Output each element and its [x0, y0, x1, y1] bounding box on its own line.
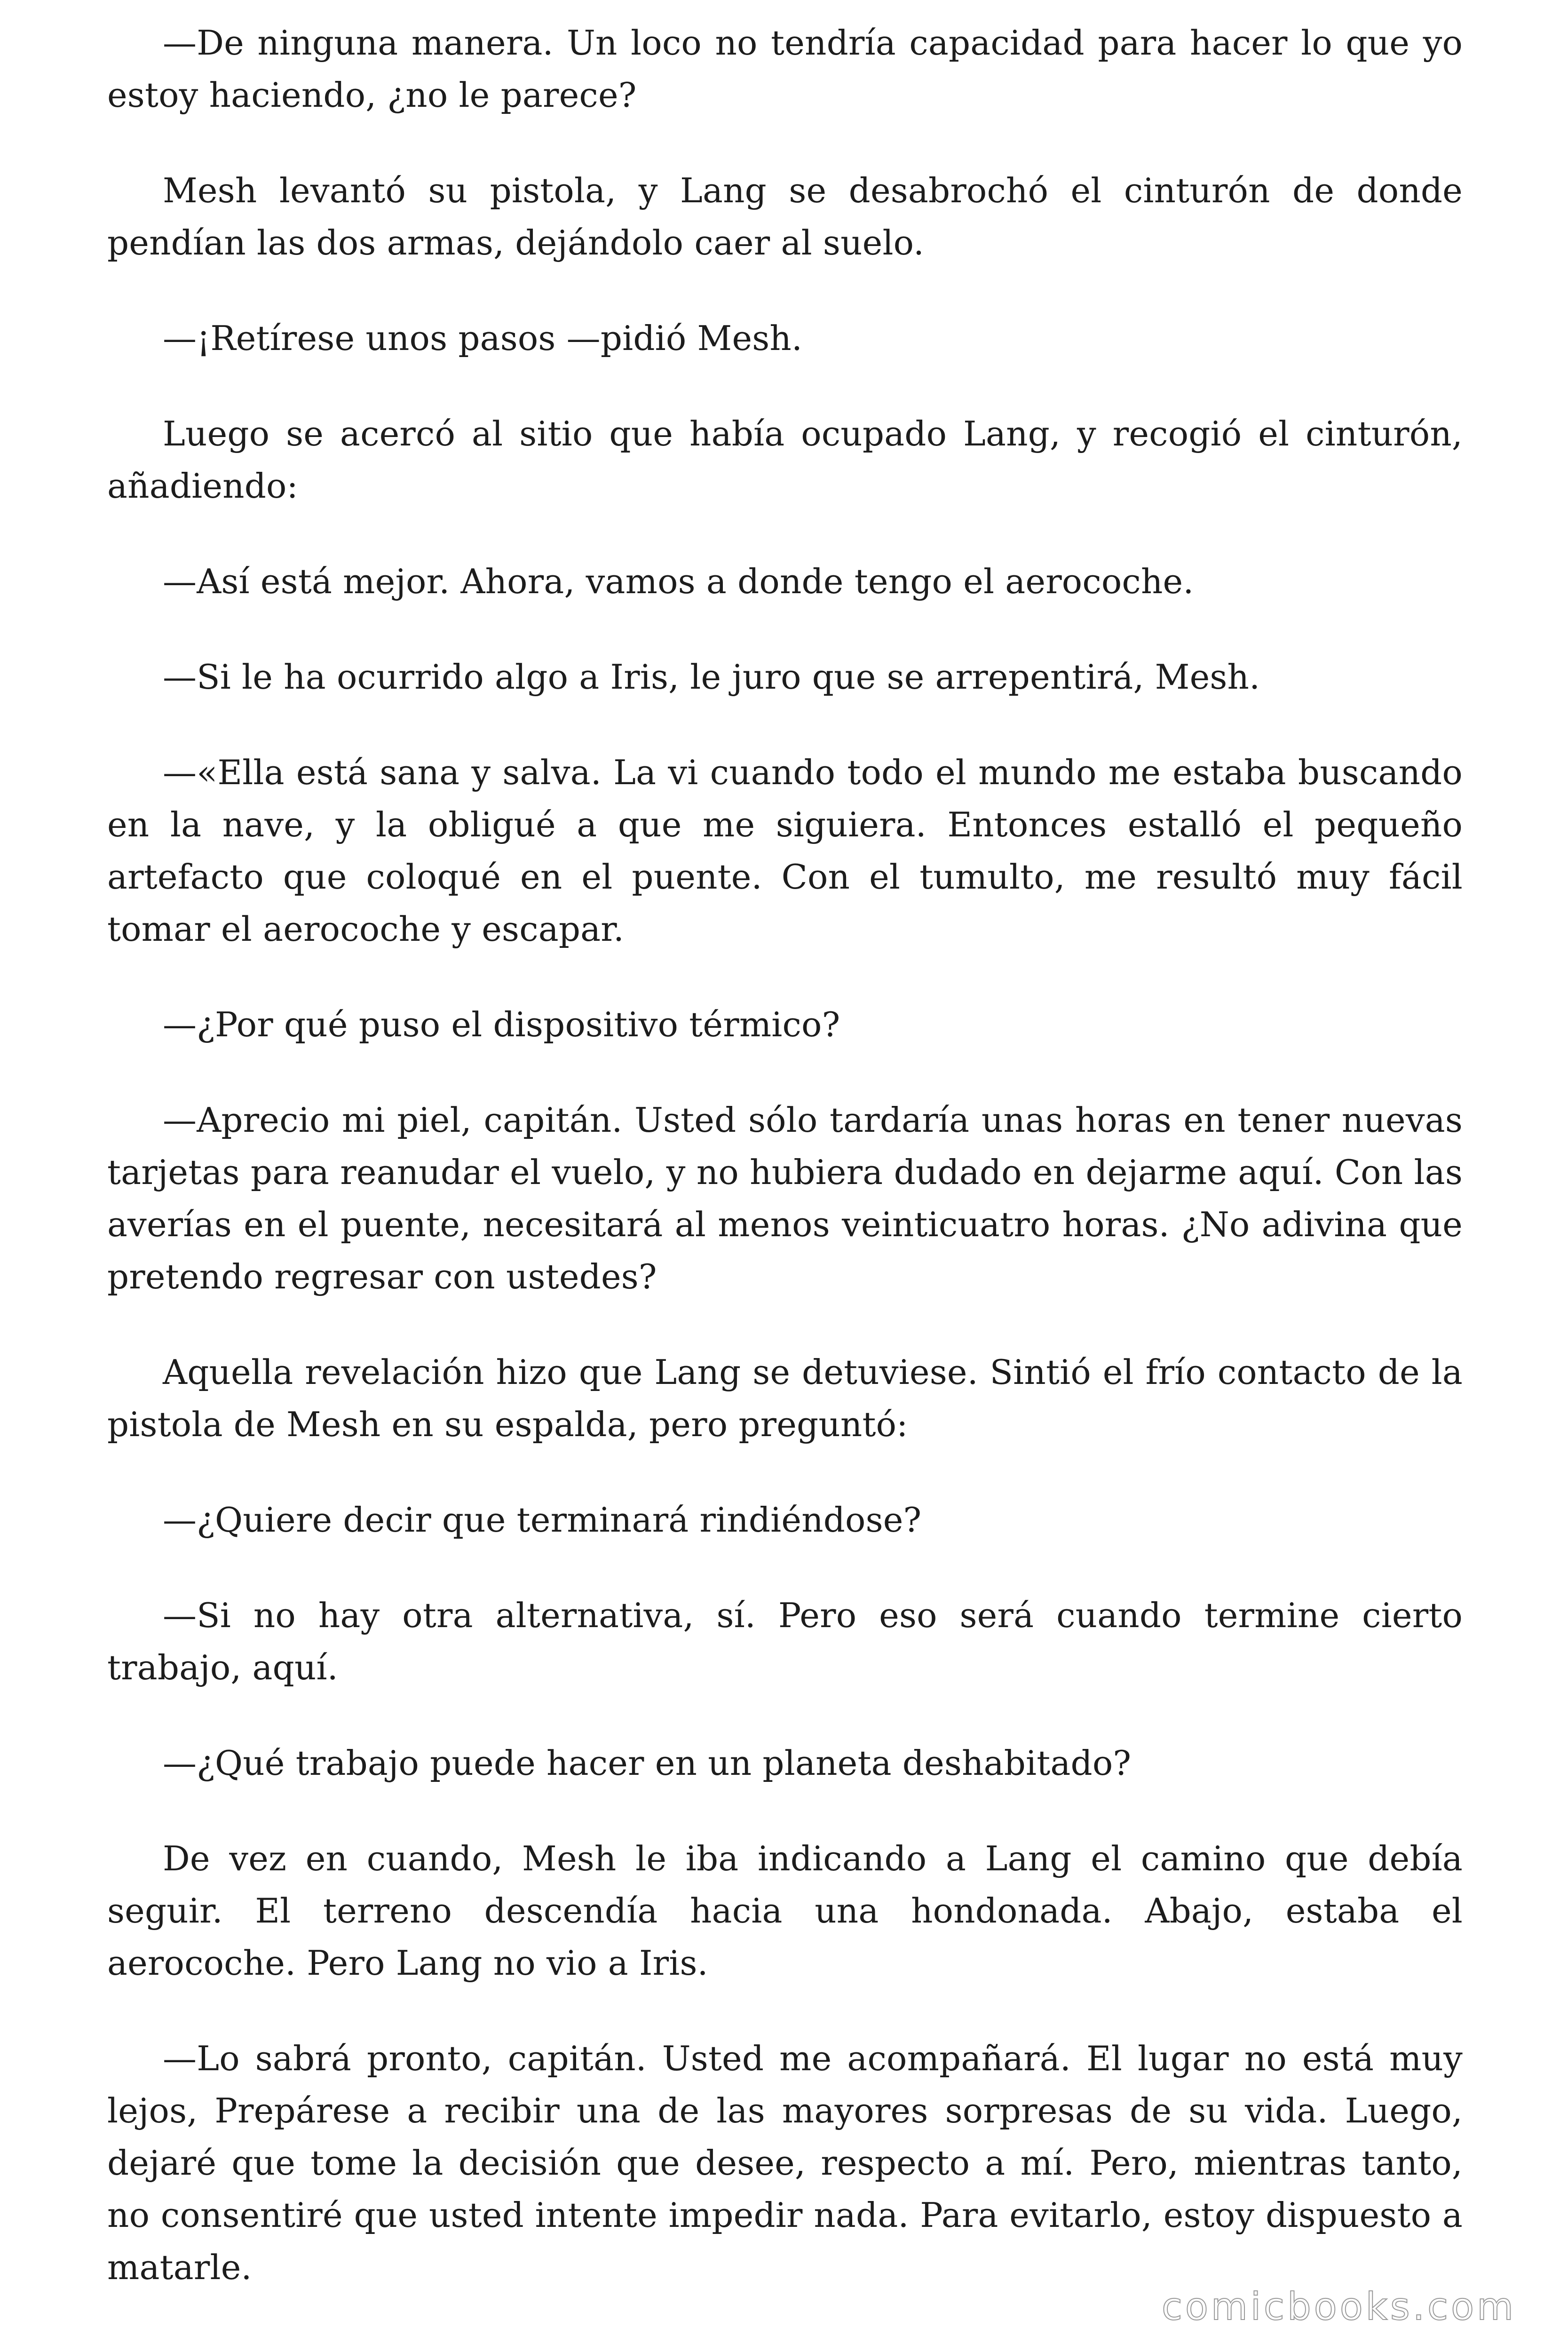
paragraph-3: —¡Retírese unos pasos —pidió Mesh.	[163, 318, 803, 358]
page-body	[107, 17, 1463, 2337]
paragraph-13: —¿Qué trabajo puede hacer en un planeta deshabitado?	[163, 1743, 1132, 1783]
paragraph-10: Aquella revelación hizo que Lang se detuviese. Sintió el frío contacto de la pistola de Mesh en su espalda, pero preguntó:	[107, 1352, 1463, 1444]
paragraph-1: —De ninguna manera. Un loco no tendría capacidad para hacer lo que yo estoy haciendo, ¿no le parece?	[107, 23, 1463, 115]
paragraph-11: —¿Quiere decir que terminará rindiéndose?	[163, 1500, 922, 1540]
paragraph-12: —Si no hay otra alternativa, sí. Pero eso será cuando termine cierto trabajo, aquí.	[107, 1596, 1463, 1687]
paragraph-6: —Si le ha ocurrido algo a Iris, le juro que se arrepentirá, Mesh.	[163, 657, 1260, 697]
paragraph-5: —Así está mejor. Ahora, vamos a donde tengo el aerocoche.	[163, 562, 1194, 601]
paragraph-9: —Aprecio mi piel, capitán. Usted sólo tardaría unas horas en tener nuevas tarjetas para reanudar el vuelo, y no hubiera dudado en dejarme aquí. Con las averías en el puente, necesitará al menos veinticuatro horas. ¿No adivina que pretendo regresar con ustedes?	[107, 1100, 1463, 1296]
paragraph-15: —Lo sabrá pronto, capitán. Usted me acompañará. El lugar no está muy lejos, Prepárese a recibir una de las mayores sorpresas de su vida. Luego, dejaré que tome la decisión que desee, respecto a mí. Pero, mientras tanto, no consentiré que usted intente impedir nada. Para evitarlo, estoy dispuesto a matarle.	[107, 2039, 1463, 2287]
paragraph-2: Mesh levantó su pistola, y Lang se desabrochó el cinturón de donde pendían las dos armas, dejándolo caer al suelo.	[107, 171, 1463, 262]
paragraph-7: —«Ella está sana y salva. La vi cuando todo el mundo me estaba buscando en la nave, y la obligué a que me siguiera. Entonces estalló el pequeño artefacto que coloqué en el puente. Con el tumulto, me resultó muy fácil tomar el aerocoche y escapar.	[107, 753, 1463, 949]
paragraph-8: —¿Por qué puso el dispositivo térmico?	[163, 1005, 840, 1044]
watermark: comicbooks.com	[1161, 2285, 1516, 2328]
paragraph-14: De vez en cuando, Mesh le iba indicando a Lang el camino que debía seguir. El terreno descendía hacia una hondonada. Abajo, estaba el aerocoche. Pero Lang no vio a Iris.	[107, 1839, 1463, 1983]
paragraph-4: Luego se acercó al sitio que había ocupado Lang, y recogió el cinturón, añadiendo:	[107, 414, 1463, 506]
